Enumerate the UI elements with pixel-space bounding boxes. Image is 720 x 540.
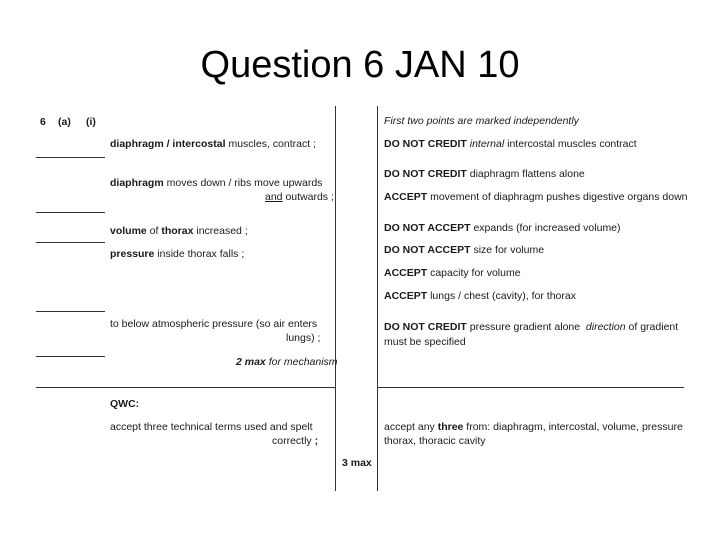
answer-text: increased ;: [193, 225, 248, 237]
guidance-bold: DO NOT CREDIT: [384, 138, 467, 150]
guidance-text: movement of diaphragm pushes digestive organs down: [427, 191, 688, 203]
guidance-bold: ACCEPT: [384, 267, 428, 279]
answer-diaphragm-ribs: [110, 176, 322, 190]
guidance-bold: DO NOT CREDIT: [384, 321, 467, 333]
answer-underlined: and: [265, 191, 283, 203]
guidance-text: capacity for volume: [427, 267, 521, 279]
total-max: 3 max: [342, 457, 372, 469]
guidance-text: of gradient: [625, 321, 679, 333]
max-text: for mechanism: [265, 356, 338, 368]
guidance-italic: internal: [466, 138, 505, 150]
answer-diaphragm-ribs-cont: [265, 190, 334, 204]
answer-text: outwards ;: [282, 191, 334, 203]
question-number: 6: [40, 116, 46, 128]
guidance-expands: [384, 221, 621, 235]
answer-bold: volume: [110, 225, 147, 237]
guidance-text: accept any: [384, 421, 438, 433]
answer-bold: thorax: [161, 225, 194, 237]
qwc-label: QWC:: [110, 398, 140, 410]
guidance-bold: DO NOT ACCEPT: [384, 222, 471, 234]
guidance-internal-intercostal: [384, 137, 637, 151]
answer-volume-increased: [110, 224, 248, 238]
answer-text: moves down / ribs move upwards: [163, 177, 323, 189]
guidance-bold: ACCEPT: [384, 290, 428, 302]
question-part: (a): [58, 116, 71, 128]
guidance-bold: DO NOT CREDIT: [384, 168, 467, 180]
row-rule: [36, 311, 105, 312]
guidance-independent: First two points are marked independently: [384, 115, 579, 127]
guidance-bold: three: [437, 421, 464, 433]
guidance-text: diaphragm flattens alone: [466, 168, 585, 180]
answer-bold: pressure: [110, 248, 155, 260]
row-rule: [36, 157, 105, 158]
answer-text: muscles, contract ;: [225, 138, 316, 150]
guidance-text: expands (for increased volume): [470, 222, 621, 234]
divider-guidance-left: [377, 106, 378, 491]
row-rule: [36, 212, 105, 213]
row-rule: [36, 356, 105, 357]
question-subpart: (i): [86, 116, 96, 128]
answer-text: of: [146, 225, 162, 237]
guidance-text: size for volume: [470, 244, 545, 256]
guidance-qwc-terms-cont: thorax, thoracic cavity: [384, 435, 486, 447]
answer-atmospheric: to below atmospheric pressure (so air enters: [110, 318, 318, 330]
guidance-pressure-gradient: [384, 320, 678, 334]
guidance-capacity: [384, 266, 521, 280]
divider-marks-left: [335, 106, 336, 491]
guidance-text: from: diaphragm, intercostal, volume, pressure: [463, 421, 683, 433]
answer-bold: diaphragm: [110, 177, 164, 189]
guidance-diaphragm-flattens: [384, 167, 585, 181]
guidance-lungs-chest: [384, 289, 576, 303]
guidance-text: lungs / chest (cavity), for thorax: [427, 290, 576, 302]
guidance-qwc-terms: [384, 420, 683, 434]
qwc-line2: [272, 434, 318, 448]
guidance-bold: ACCEPT: [384, 191, 428, 203]
max-bold: 2 max: [236, 356, 266, 368]
mechanism-max: [236, 355, 338, 369]
qwc-line1: accept three technical terms used and spelt: [110, 421, 313, 433]
guidance-text: pressure gradient alone: [466, 321, 586, 333]
row-rule: [36, 242, 105, 243]
guidance-must-specify: must be specified: [384, 336, 466, 348]
guidance-bold: DO NOT ACCEPT: [384, 244, 471, 256]
answer-text: inside thorax falls ;: [154, 248, 245, 260]
qwc-mark: ;: [314, 435, 319, 447]
answer-bold: diaphragm / intercostal: [110, 138, 226, 150]
qwc-separator-right: [377, 387, 684, 388]
guidance-size: [384, 243, 544, 257]
slide-title: Question 6 JAN 10: [200, 44, 520, 86]
answer-atmospheric-cont: lungs) ;: [286, 332, 321, 344]
guidance-digestive-organs: [384, 190, 688, 204]
answer-muscles-contract: [110, 137, 316, 151]
qwc-text: correctly: [272, 435, 312, 447]
qwc-separator-left: [36, 387, 336, 388]
guidance-italic: direction: [585, 321, 626, 333]
guidance-text: intercostal muscles contract: [504, 138, 637, 150]
answer-pressure-falls: [110, 247, 244, 261]
